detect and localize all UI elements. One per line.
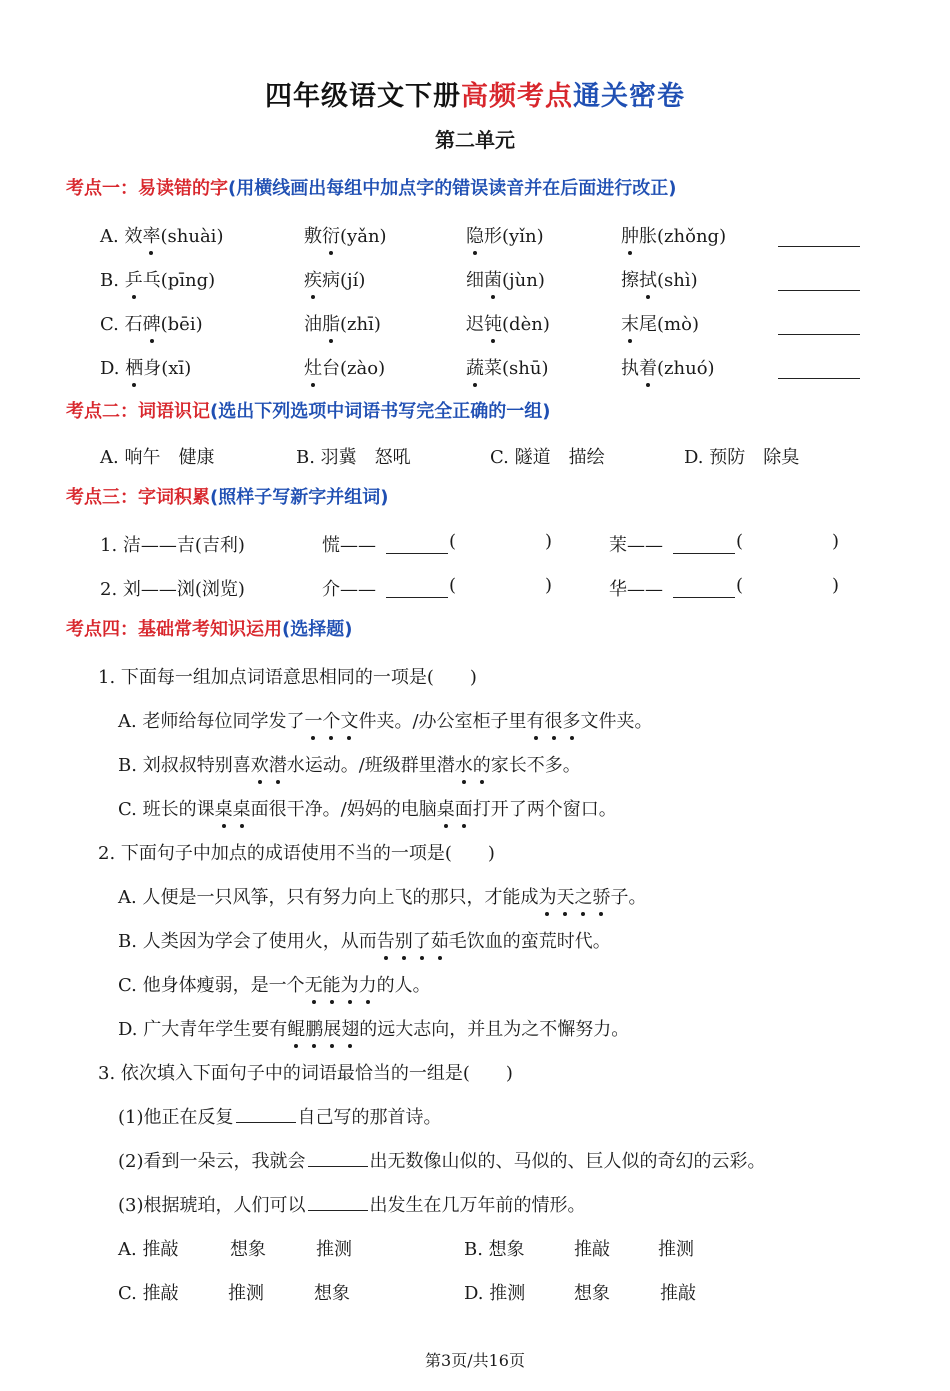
s1-row-a-col-b: 敷衍(yǎn) — [304, 222, 387, 248]
section-4-heading — [66, 615, 352, 641]
q3-option-a-word-3: 推测 — [316, 1239, 352, 1260]
title-part-2: 高频考点 — [461, 81, 573, 112]
section-4-title: 考点四：基础常考知识运用 — [66, 619, 282, 640]
emphasis-dot-char: 有 — [527, 707, 545, 733]
q3-s1-after: 自己写的那首诗。 — [297, 1107, 442, 1128]
emphasis-dot-char: 钝 — [484, 310, 502, 336]
s3-lparen-1a: ( — [449, 531, 457, 552]
emphasis-dot-char: 水 — [455, 751, 473, 777]
q3-s3-before: (3)根据琥珀，人们可以 — [118, 1195, 306, 1216]
emphasis-dot-char: 了 — [413, 927, 431, 953]
emphasis-dot-char: 桌 — [215, 795, 233, 821]
s1-answer-blank-b[interactable] — [778, 290, 860, 291]
s3-blank-2b[interactable] — [673, 597, 735, 598]
emphasis-dot-char: 面 — [455, 795, 473, 821]
section-2-heading — [66, 397, 550, 423]
s3-lparen-2a: ( — [449, 575, 457, 596]
emphasis-dot-char: 天 — [556, 883, 574, 909]
q1-stem: 1. 下面每一组加点词语意思相同的一项是( ) — [98, 667, 477, 688]
s1-row-a-col-a: A. 效率(shuài) — [100, 222, 223, 248]
q3-sentence-2 — [118, 1147, 766, 1173]
s1-row-b-col-b: 疾病(jí) — [304, 266, 365, 292]
emphasis-dot-char: 潜 — [269, 751, 287, 777]
q3-option-a-word-2: 想象 — [230, 1239, 266, 1260]
s1-row-a-col-c: 隐形(yǐn) — [466, 222, 544, 248]
section-1-title: 考点一：易读错的字 — [66, 178, 228, 199]
emphasis-dot-char: 隐 — [466, 222, 484, 248]
s1-row-d-col-d: 执着(zhuó) — [621, 354, 715, 380]
emphasis-dot-char: 别 — [395, 927, 413, 953]
s3-rparen-2b: ) — [832, 575, 840, 596]
q3-option-c-word-3: 想象 — [314, 1283, 350, 1304]
q3-stem: 3. 依次填入下面句子中的词语最恰当的一组是( ) — [98, 1063, 513, 1084]
section-1-note: (用横线画出每组中加点字的错误读音并在后面进行改正) — [228, 178, 677, 199]
emphasis-dot-char: 乒 — [125, 266, 143, 292]
q2-option-b[interactable]: B. 人类因为学会了使用火，从而告别了茹毛饮血的蛮荒时代。 — [118, 927, 611, 953]
s1-row-d-col-c: 蔬菜(shū) — [466, 354, 549, 380]
s3-example-2: 2. 刘——浏(浏览) — [100, 579, 245, 600]
page-title — [0, 74, 950, 113]
s1-row-c-col-d: 末尾(mò) — [621, 310, 699, 336]
section-2-note: (选出下列选项中词语书写完全正确的一组) — [210, 401, 551, 422]
q3-s1-blank[interactable] — [236, 1121, 296, 1123]
q3-s2-after: 出无数像山似的、马似的、巨人似的奇幻的云彩。 — [369, 1151, 766, 1172]
section-3-heading — [66, 483, 388, 509]
emphasis-dot-char: 告 — [377, 927, 395, 953]
emphasis-dot-char: 之 — [574, 883, 592, 909]
s3-example-1: 1. 洁——吉(吉利) — [100, 535, 245, 556]
emphasis-dot-char: 骄 — [592, 883, 610, 909]
q3-option-d[interactable]: D. 推测 — [464, 1283, 526, 1304]
s1-answer-blank-c[interactable] — [778, 334, 860, 335]
section-1-heading — [66, 174, 676, 200]
emphasis-dot-char: 无 — [305, 971, 323, 997]
s3-char-1a: 慌—— — [322, 535, 376, 556]
s3-rparen-1a: ) — [545, 531, 553, 552]
s1-row-b-col-c: 细菌(jùn) — [466, 266, 545, 292]
emphasis-dot-char: 个 — [322, 707, 340, 733]
q2-option-c[interactable]: C. 他身体瘦弱，是一个无能为力的人。 — [118, 971, 431, 997]
q3-option-d-word-3: 推敲 — [660, 1283, 696, 1304]
s3-lparen-2b: ( — [736, 575, 744, 596]
s1-row-c-col-b: 油脂(zhī) — [304, 310, 381, 336]
emphasis-dot-char: 力 — [359, 971, 377, 997]
emphasis-dot-char: 率 — [142, 222, 160, 248]
q3-sentence-1 — [118, 1103, 442, 1129]
q3-option-d-word-2: 想象 — [574, 1283, 610, 1304]
q3-option-a[interactable]: A. 推敲 — [118, 1239, 179, 1260]
emphasis-dot-char: 蔬 — [466, 354, 484, 380]
s3-rparen-1b: ) — [832, 531, 840, 552]
section-4-note: (选择题) — [282, 619, 353, 640]
emphasis-dot-char: 灶 — [304, 354, 322, 380]
page-footer: 第3页/共16页 — [425, 1351, 525, 1370]
emphasis-dot-char: 一 — [304, 707, 322, 733]
emphasis-dot-char: 拭 — [639, 266, 657, 292]
q3-option-c-word-2: 推测 — [228, 1283, 264, 1304]
q3-option-b-word-2: 推敲 — [574, 1239, 610, 1260]
emphasis-dot-char: 菌 — [484, 266, 502, 292]
emphasis-dot-char: 桌 — [233, 795, 251, 821]
q2-option-d[interactable]: D. 广大青年学生要有鲲鹏展翅的远大志向，并且为之不懈努力。 — [118, 1015, 629, 1041]
q1-option-c[interactable]: C. 班长的课桌桌面很干净。/妈妈的电脑桌面打开了两个窗口。 — [118, 795, 617, 821]
title-part-3: 通关密卷 — [573, 81, 685, 112]
s3-blank-1b[interactable] — [673, 553, 735, 554]
s2-option-d[interactable]: D. 预防 除臭 — [684, 447, 800, 468]
emphasis-dot-char: 栖 — [125, 354, 143, 380]
s1-row-d-col-a: D. 栖身(xī) — [100, 354, 191, 380]
s1-row-b-col-a: B. 乒乓(pīng) — [100, 266, 215, 292]
s1-row-b-col-d: 擦拭(shì) — [621, 266, 698, 292]
q3-s3-blank[interactable] — [308, 1209, 368, 1211]
section-3-title: 考点三：字词积累 — [66, 487, 210, 508]
q3-s2-before: (2)看到一朵云，我就会 — [118, 1151, 306, 1172]
emphasis-dot-char: 为 — [538, 883, 556, 909]
section-3-note: (照样子写新字并组词) — [210, 487, 389, 508]
s1-answer-blank-d[interactable] — [778, 378, 860, 379]
unit-subtitle: 第二单元 — [435, 128, 515, 152]
s1-row-d-col-b: 灶台(zào) — [304, 354, 385, 380]
s2-option-b[interactable]: B. 羽冀 怒吼 — [296, 447, 411, 468]
q3-option-b[interactable]: B. 想象 — [464, 1239, 525, 1260]
s1-row-c-col-a: C. 石碑(bēi) — [100, 310, 203, 336]
emphasis-dot-char: 肿 — [621, 222, 639, 248]
s1-answer-blank-a[interactable] — [778, 246, 860, 247]
emphasis-dot-char: 鹏 — [305, 1015, 323, 1041]
emphasis-dot-char: 鲲 — [287, 1015, 305, 1041]
s2-option-a[interactable]: A. 响午 健康 — [100, 447, 215, 468]
q3-sentence-3 — [118, 1191, 586, 1217]
s2-option-c[interactable]: C. 隧道 描绘 — [490, 447, 605, 468]
q1-option-a[interactable]: A. 老师给每位同学发了一个文件夹。/办公室柜子里有很多文件夹。 — [118, 707, 653, 733]
emphasis-dot-char: 末 — [621, 310, 639, 336]
emphasis-dot-char: 能 — [323, 971, 341, 997]
q2-option-a[interactable]: A. 人便是一只风筝，只有努力向上飞的那只，才能成为天之骄子。 — [118, 883, 646, 909]
emphasis-dot-char: 很 — [545, 707, 563, 733]
emphasis-dot-char: 的 — [473, 751, 491, 777]
emphasis-dot-char: 桌 — [437, 795, 455, 821]
emphasis-dot-char: 展 — [323, 1015, 341, 1041]
q3-s1-before: (1)他正在反复 — [118, 1107, 234, 1128]
q3-option-b-word-3: 推测 — [658, 1239, 694, 1260]
q3-s3-after: 出发生在几万年前的情形。 — [369, 1195, 586, 1216]
emphasis-dot-char: 文 — [340, 707, 358, 733]
q1-option-b[interactable]: B. 刘叔叔特别喜欢潜水运动。/班级群里潜水的家长不多。 — [118, 751, 581, 777]
title-part-1: 四年级语文下册 — [265, 81, 461, 112]
q3-s2-blank[interactable] — [308, 1165, 368, 1167]
s3-char-2b: 华—— — [609, 579, 663, 600]
s3-char-1b: 茉—— — [609, 535, 663, 556]
s3-char-2a: 介—— — [322, 579, 376, 600]
s3-rparen-2a: ) — [545, 575, 553, 596]
s3-lparen-1b: ( — [736, 531, 744, 552]
s1-row-a-col-d: 肿胀(zhǒng) — [621, 222, 726, 248]
q2-stem: 2. 下面句子中加点的成语使用不当的一项是( ) — [98, 843, 495, 864]
s3-blank-1a[interactable] — [386, 553, 448, 554]
emphasis-dot-char: 翅 — [341, 1015, 359, 1041]
s1-row-c-col-c: 迟钝(dèn) — [466, 310, 550, 336]
emphasis-dot-char: 脂 — [322, 310, 340, 336]
emphasis-dot-char: 欢 — [251, 751, 269, 777]
s3-blank-2a[interactable] — [386, 597, 448, 598]
emphasis-dot-char: 衍 — [322, 222, 340, 248]
emphasis-dot-char: 茹 — [431, 927, 449, 953]
section-2-title: 考点二：词语识记 — [66, 401, 210, 422]
q3-option-c[interactable]: C. 推敲 — [118, 1283, 179, 1304]
emphasis-dot-char: 碑 — [143, 310, 161, 336]
emphasis-dot-char: 疾 — [304, 266, 322, 292]
emphasis-dot-char: 为 — [341, 971, 359, 997]
emphasis-dot-char: 着 — [639, 354, 657, 380]
emphasis-dot-char: 多 — [563, 707, 581, 733]
